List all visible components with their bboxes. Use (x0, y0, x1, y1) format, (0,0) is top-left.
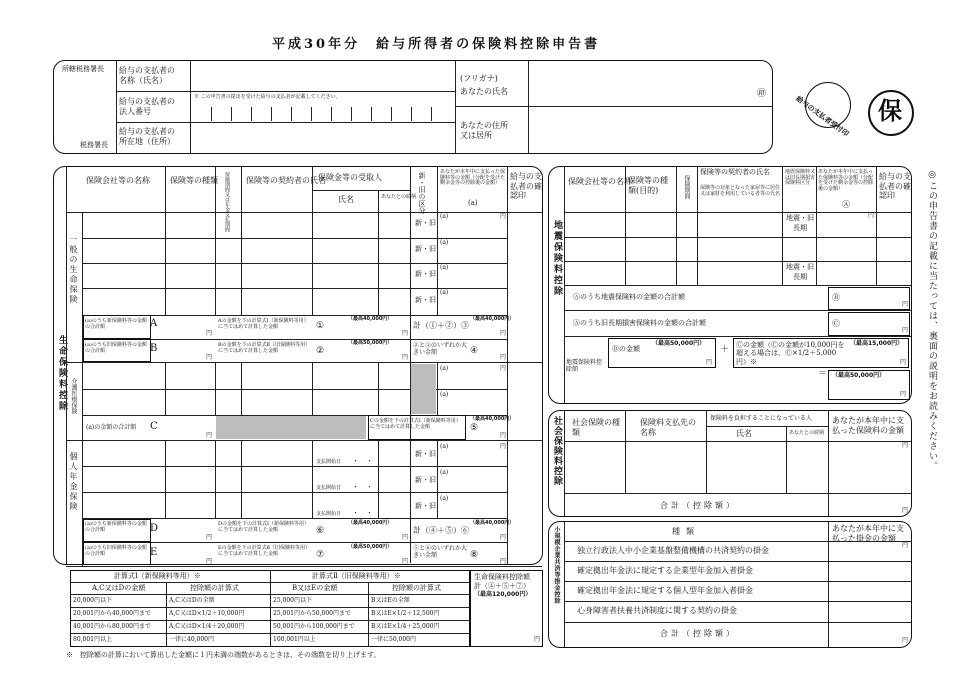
f2-cell: B又はEの全額 (371, 597, 410, 604)
f2-cell: B又はE×1/2＋12,500円 (371, 610, 440, 617)
max-40k: （最高40,000円） (470, 416, 515, 422)
sum-b-label: (a)のうち旧保険料等の金額の合計額 (85, 342, 147, 354)
f1-cell: 20,001円から40,000円まで (73, 610, 151, 617)
small-section-label: 小規模企業共済等掛金控除 (553, 526, 560, 604)
calc-c: Cの金額を下の計算式Ⅰ（新保険料等用）に当てはめて計算した金額 (370, 418, 461, 430)
small-col-amount: あなたが本年中に支払った掛金の金額 (832, 524, 904, 543)
f2-col1: B又はEの金額 (292, 584, 338, 592)
calc-b: Bの金額を下の計算式Ⅱ（旧保険料等用）に当てはめて計算した金額 (218, 342, 308, 354)
small-col-kind: 種類 (672, 527, 700, 536)
total-label: 生命保険料控除額 計（④＋⑤＋⑦） (474, 573, 530, 591)
name-label: あなたの氏名 (460, 87, 508, 96)
letter-b: B (150, 343, 158, 354)
eq-a-mark: Ⓐ (842, 200, 850, 209)
f2-cell: 50,001円から100,000円まで (273, 623, 355, 630)
a-mark: (a) (440, 443, 449, 450)
sum-a-label: (a)のうち新保険料等の金額の合計額 (85, 318, 147, 330)
f1-col1: A,C又はDの金額 (92, 584, 146, 592)
social-col-bearer: 保険料を負担することになっている人 (710, 415, 813, 422)
yen-unit: 円 (900, 391, 907, 398)
f2-cell: B又はE×1/4＋25,000円 (371, 623, 440, 630)
yen-unit: 円 (706, 359, 713, 366)
yen-unit: 円 (206, 354, 213, 361)
circle-5: ⑤ (470, 423, 479, 433)
yen-unit: 円 (500, 354, 507, 361)
yen-unit: 円 (902, 542, 909, 549)
date-sep: ・ ・ (352, 483, 373, 491)
f2-col2: 控除額の計算式 (392, 584, 441, 592)
eq-total-max: （最高50,000円） (832, 372, 886, 379)
payer-number-label: 給与の支払者の 法人番号 (119, 97, 175, 116)
eq-col-subject: 保険等の対象となった家屋等に居住又は家財を利用している者等の氏名 (700, 185, 781, 197)
newold-toggle[interactable]: 新・旧 (415, 245, 436, 253)
col-amount: あなたが本年中に支払った保険料等の金額（分配を受けた剰余金等の控除後の金額） (440, 169, 506, 186)
yen-unit: 円 (900, 359, 907, 366)
newold-toggle[interactable]: 新・旧 (415, 270, 436, 278)
start-date-label: 支払開始日 (316, 485, 342, 491)
eq-type-toggle[interactable]: 地震・旧長期 (786, 214, 814, 232)
max-40k: （最高40,000円） (348, 520, 393, 526)
payer-address-field[interactable] (191, 123, 454, 152)
small-total: 合計（控除額） (660, 629, 737, 638)
a-mark: (a) (440, 365, 449, 372)
yen-unit: 円 (402, 354, 409, 361)
col-recipient: 保険金等の受取人 (318, 173, 382, 182)
max-40k: （最高40,000円） (470, 520, 515, 526)
f1-cell: 一律に40,000円 (169, 636, 214, 643)
social-col-kind: 社会保険の種類 (572, 418, 620, 437)
newold-toggle[interactable]: 新・旧 (415, 502, 436, 510)
small-item: 独立行政法人中小企業基盤整備機構の共済契約の掛金 (577, 546, 769, 555)
f2-cell: 25,000円以下 (273, 597, 312, 604)
f2-cell: 一律に50,000円 (371, 636, 416, 643)
side-note: ◎この申告書の記載に当たっては、裏面の説明をお読みください。 (927, 170, 937, 471)
max-40k: （最高40,000円） (348, 316, 393, 322)
letter-a: A (150, 318, 158, 329)
f1-title: 計算式Ⅰ（新保険料等用）※ (114, 572, 201, 580)
a-mark: (a) (440, 495, 449, 502)
yen-unit: 円 (902, 301, 909, 308)
newold-toggle[interactable]: 新・旧 (415, 450, 436, 458)
a-mark: (a) (440, 289, 449, 296)
circle-4: ④ (470, 346, 479, 356)
sum-d-label: (a)のうち新保険料等の金額の合計額 (85, 521, 147, 533)
f2-cell: 100,001円以上 (273, 636, 316, 643)
eq-col-kind: 保険等の種類(目的) (628, 176, 668, 195)
eq-max-50k: （最高50,000円） (652, 340, 706, 347)
life-insurance-section (53, 166, 543, 565)
eq-b-amount: Ⓑの金額 (612, 345, 640, 353)
circle-7: ⑦ (316, 550, 325, 560)
eq-col-confirm: 給与の支払者の確認印 (879, 172, 911, 201)
circle-6: ⑥ (316, 526, 325, 536)
sum-12: 計（①＋②）③ (413, 321, 469, 330)
f1-cell: A,C又はDの全額 (169, 597, 215, 604)
f1-cell: A,C又はD×1/2＋10,000円 (169, 610, 245, 617)
max-50k: （最高50,000円） (348, 544, 393, 550)
f1-cell: 80,001円以上 (73, 636, 112, 643)
stamp-label: 給与の支払者受付印 (794, 93, 851, 139)
social-total: 合計（控除額） (660, 501, 737, 510)
payer-number-note: ※ この申告書の提出を受けた給与の支払者が記載してください。 (194, 94, 341, 100)
sum-45: 計（④＋⑤）⑥ (413, 526, 469, 535)
eq-col-type: 地震保険料又は旧長期損害保険料区分 (785, 169, 816, 186)
small-item: 心身障害者扶養共済制度に関する契約の掛金 (577, 606, 737, 615)
letter-d: D (150, 523, 159, 534)
address-label: あなたの住所 又は居所 (460, 121, 508, 140)
yen-unit: 円 (402, 558, 409, 565)
max-40k: （最高40,000円） (470, 316, 515, 322)
medical-label: 介護医療保険 (70, 378, 77, 414)
date-sep: ・ ・ (352, 457, 373, 465)
eq-sum-c-label: Ⓐのうち旧長期損害保険料の金額の合計額 (573, 319, 706, 327)
date-sep: ・ ・ (352, 509, 373, 517)
payer-address-label: 給与の支払者の 所在地（住所） (119, 127, 175, 146)
start-date-label: 支払開始日 (316, 459, 342, 465)
footnote: ※ 控除額の計算において算出した金額に１円未満の端数があるときは、その端数を切り上げます。 (66, 651, 381, 659)
payer-number-field[interactable] (191, 103, 454, 121)
yen-unit: 円 (402, 534, 409, 541)
f1-cell: 40,001円から80,000円まで (73, 623, 151, 630)
eq-col-amount: あなたが本年中に支払った保険料等の金額（分配を受けた剰余金等の控除後の金額） (818, 169, 874, 192)
yen-unit: 円 (500, 443, 507, 450)
payer-name-label: 給与の支払者の 名称（氏名） (119, 66, 175, 85)
social-col-payee: 保険料支払先の名称 (640, 418, 696, 437)
col-contractor: 保険等の契約者の氏名 (246, 176, 326, 185)
start-date-label: 支払開始日 (316, 511, 342, 517)
small-item: 確定拠出年金法に規定する企業型年金加入者掛金 (577, 566, 753, 575)
eq-equals: ＝ (818, 369, 828, 379)
eq-sum-b-label: Ⓐのうち地震保険料の金額の合計額 (573, 293, 685, 301)
social-col-relation: あなたとの続柄 (789, 430, 825, 436)
f2-title: 計算式Ⅱ（旧保険料等用）※ (312, 572, 401, 580)
yen-unit: 円 (500, 365, 507, 372)
eq-mark-c: Ⓒ (832, 319, 840, 328)
address-field[interactable] (529, 108, 771, 152)
eq-col-contractor: 保険等の契約者の氏名 (700, 168, 770, 176)
yen-unit: 円 (868, 212, 875, 219)
yen-unit: 円 (206, 558, 213, 565)
eq-type-toggle[interactable]: 地震・旧長期 (786, 263, 814, 281)
eq-col-period: 保険期間 (683, 175, 690, 199)
newold-toggle[interactable]: 新・旧 (415, 219, 436, 227)
yen-unit: 円 (902, 637, 909, 644)
total-max: （最高120,000円） (474, 591, 532, 598)
furigana-label: (フリガナ) (460, 74, 498, 83)
yen-unit: 円 (402, 330, 409, 337)
larger-23: ②と③のいずれか大きい金額 (413, 342, 468, 357)
col-confirm: 給与の支払者の確認印 (510, 172, 542, 201)
social-col-bearer-name: 氏名 (736, 429, 752, 438)
letter-e: E (150, 547, 158, 558)
yen-unit: 円 (902, 442, 909, 449)
general-label: 一般の生命保険 (69, 235, 78, 305)
max-50k: （最高50,000円） (348, 340, 393, 346)
eq-max-15k: （最高15,000円） (850, 340, 904, 347)
col-recipient-name: 氏名 (338, 195, 354, 204)
page-title: 平成30年分 給与所得者の保険料控除申告書 (272, 37, 601, 52)
tax-office-suffix: 税務署長 (80, 141, 108, 149)
sum-e-label: (a)のうち旧保険料等の金額の合計額 (85, 545, 147, 557)
col-relation: あなたとの続柄 (381, 194, 417, 200)
social-col-amount: あなたが本年中に支払った保険料の金額 (832, 416, 904, 435)
f1-col2: 控除額の計算式 (190, 584, 239, 592)
yen-unit: 円 (500, 432, 507, 439)
f1-cell: A,C又はD×1/4＋20,000円 (169, 623, 245, 630)
small-item: 確定拠出年金法に規定する個人型年金加入者掛金 (577, 586, 753, 595)
col-period: 保険期間又は年金支払期間 (224, 172, 230, 232)
eq-c-note: Ⓒの金額（Ⓒの金額が10,000円を超える場合は、Ⓒ×1/2＋5,000円）※ (736, 341, 845, 366)
eq-section-label: 地震保険料控除 (552, 220, 562, 297)
pension-label: 個人年金保険 (69, 452, 78, 512)
eq-mark-b: Ⓑ (832, 293, 840, 302)
a-mark: (a) (440, 239, 449, 246)
circle-2: ② (316, 346, 325, 356)
larger-56: ⑤と⑥のいずれか大きい金額 (413, 545, 468, 560)
newold-toggle[interactable]: 新・旧 (415, 476, 436, 484)
calc-d: Dの金額を下の計算式Ⅰ（新保険料等用）に当てはめて計算した金額 (218, 521, 309, 533)
calc-a: Aの金額を下の計算式Ⅰ（新保険料等用）に当てはめて計算した金額 (218, 318, 309, 330)
a-mark: (a) (440, 391, 449, 398)
seal-mark: ㊞ (757, 89, 767, 99)
office-label: 所轄税務署長 (62, 65, 104, 73)
f2-cell: 25,001円から50,000円まで (273, 610, 351, 617)
sum-c-label: (a)の金額の合計額 (86, 424, 137, 431)
circle-1: ① (316, 321, 325, 331)
yen-unit: 円 (500, 558, 507, 565)
col-company: 保険会社等の名称 (86, 176, 150, 185)
payer-name-field[interactable] (191, 62, 454, 90)
letter-c: C (150, 421, 158, 432)
col-newold: 新・旧の区分 (418, 172, 426, 214)
circle-8: ⑧ (470, 550, 479, 560)
yen-unit: 円 (500, 330, 507, 337)
col-amount-a: (a) (468, 199, 478, 207)
name-field[interactable] (529, 62, 771, 105)
yen-unit: 円 (500, 213, 507, 220)
social-section-label: 社会保険料控除 (552, 416, 562, 486)
col-kind: 保険等の種類 (170, 176, 218, 185)
eq-plus: ＋ (720, 345, 730, 355)
yen-unit: 円 (206, 534, 213, 541)
yen-unit: 円 (902, 327, 909, 334)
f1-cell: 20,000円以下 (73, 597, 112, 604)
yen-unit: 円 (902, 507, 909, 514)
yen-unit: 円 (534, 636, 541, 643)
yen-unit: 円 (206, 330, 213, 337)
ho-label: 保 (878, 96, 902, 125)
yen-unit: 円 (206, 432, 213, 439)
a-mark: (a) (440, 213, 449, 220)
a-mark: (a) (440, 264, 449, 271)
eq-col-company: 保険会社等の名称 (568, 177, 632, 186)
a-mark: (a) (440, 469, 449, 476)
yen-unit: 円 (500, 534, 507, 541)
eq-deduct-label: 地震保険料控除額 (566, 359, 603, 374)
calc-e: Eの金額を下の計算式Ⅱ（旧保険料等用）に当てはめて計算した金額 (218, 545, 308, 557)
newold-toggle[interactable]: 新・旧 (415, 296, 436, 304)
life-section-label: 生命保険料控除 (57, 335, 67, 412)
